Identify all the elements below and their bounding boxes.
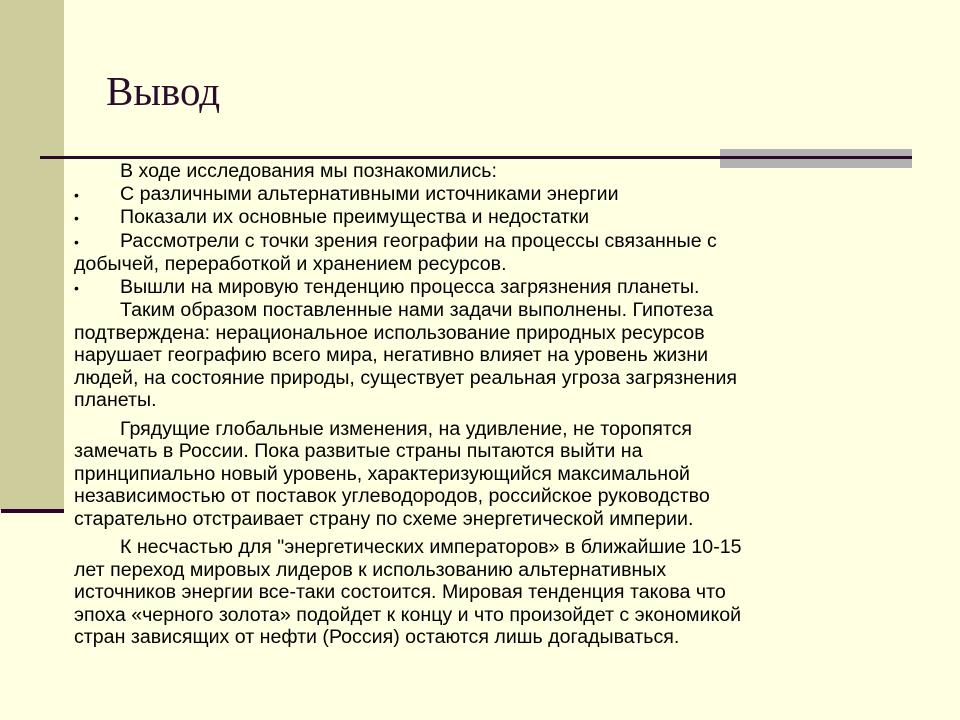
paragraph-line: планеты. <box>74 389 157 411</box>
paragraph-line-text: К несчастью для "энергетических императоров» в ближайшие 10-15 <box>120 536 742 558</box>
sidebar-accent-bar <box>1 509 64 513</box>
bullet-icon: • <box>74 210 79 226</box>
bullet-item <box>74 276 914 300</box>
paragraph-energy-emperors <box>74 536 914 649</box>
slide-body <box>74 160 914 649</box>
bullet-text: С различными альтернативными источниками энергии <box>120 182 619 205</box>
paragraph-line-text: Таким образом поставленные нами задачи выполнены. Гипотеза <box>120 299 714 321</box>
slide-title: Вывод <box>106 68 221 114</box>
intro-text: В ходе исследования мы познакомились: <box>120 160 497 182</box>
paragraph-line: старательно отстраивает страну по схеме энергетической империи. <box>74 507 694 530</box>
paragraph-line: людей, на состояние природы, существует реальная угроза загрязнения <box>74 366 738 389</box>
bullet-icon: • <box>74 233 79 250</box>
paragraph-global-changes <box>74 418 914 531</box>
bullet-text: Показали их основные преимущества и недостатки <box>120 206 590 228</box>
paragraph-line: нарушает географию всего мира, негативно влияет на уровень жизни <box>74 344 709 366</box>
paragraph-line <box>74 536 914 559</box>
bullet-text: Рассмотрели с точки зрения географии на процессы связанные с <box>120 229 717 252</box>
paragraph-line: принципиально новый уровень, характеризующийся максимальной <box>74 462 690 485</box>
bullet-item <box>74 183 914 207</box>
bullet-item <box>74 206 914 230</box>
bullet-continuation: добычей, переработкой и хранением ресурсов. <box>74 253 507 275</box>
paragraph-line: замечать в России. Пока развитые страны пытаются выйти на <box>74 440 643 462</box>
bullet-icon: • <box>74 186 79 203</box>
paragraph-line: источников энергии все-таки состоится. Мировая тенденция такова что <box>74 581 726 603</box>
paragraph-line: подтверждена: нерациональное использование природных ресурсов <box>74 321 705 344</box>
paragraph-line <box>74 418 914 441</box>
bullet-text: Вышли на мировую тенденцию процесса загрязнения планеты. <box>120 275 700 298</box>
paragraph-conclusion <box>74 299 914 412</box>
paragraph-line <box>74 299 914 322</box>
paragraph-line: стран зависящих от нефти (Россия) остаются лишь догадываться. <box>74 626 680 648</box>
paragraph-line-text: Грядущие глобальные изменения, на удивление, не торопятся <box>120 417 693 440</box>
paragraph-line: эпоха «черного золота» подойдет к концу и что произойдет с экономикой <box>74 603 742 626</box>
paragraph-line: независимостью от поставок углеводородов, российское руководство <box>74 485 710 507</box>
title-divider-line <box>40 156 912 159</box>
left-sidebar-decoration <box>0 0 64 510</box>
intro-line <box>74 160 914 183</box>
bullet-icon: • <box>74 279 79 296</box>
bullet-item <box>74 230 914 254</box>
paragraph-line: лет переход мировых лидеров к использованию альтернативных <box>74 558 667 581</box>
